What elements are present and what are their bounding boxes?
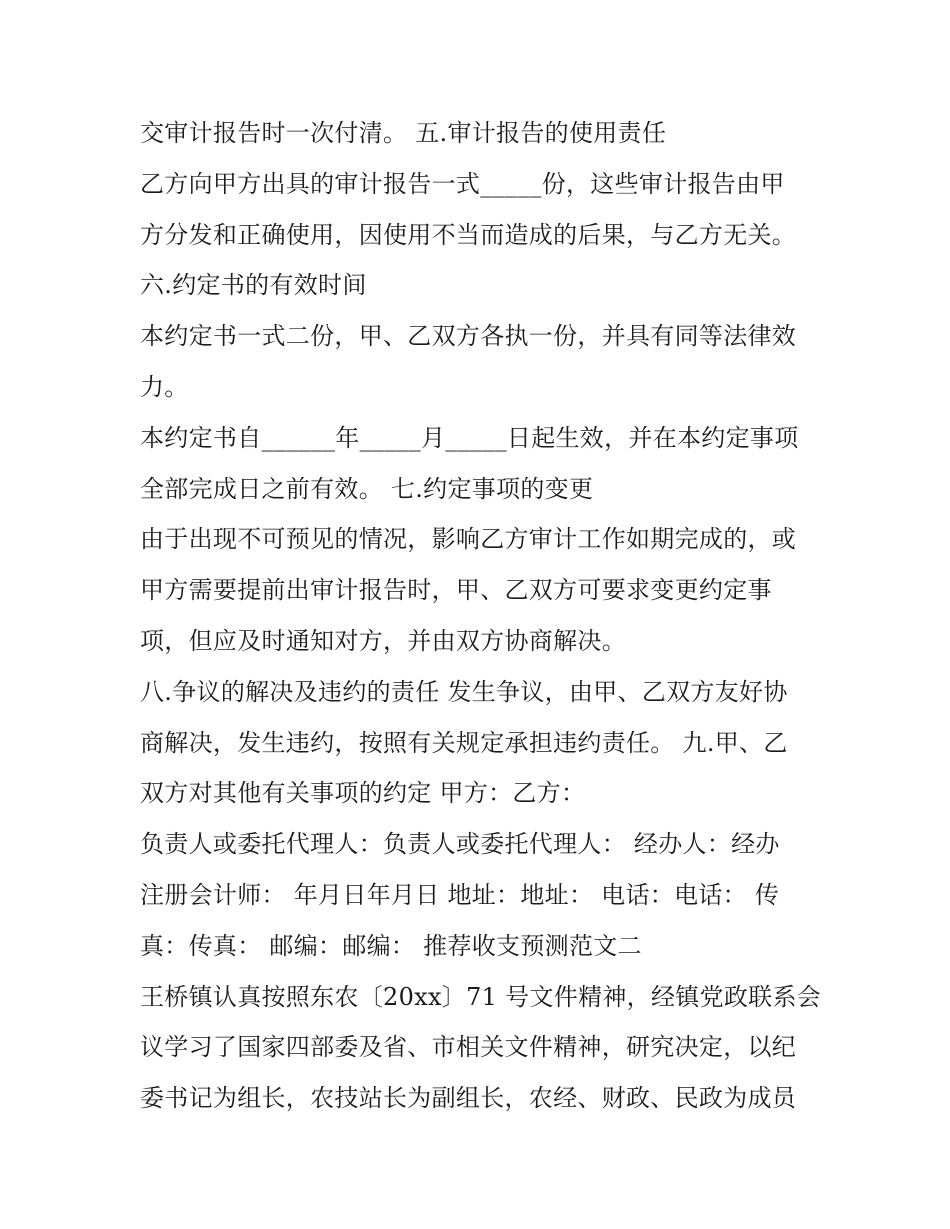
text-line: 王桥镇认真按照东农〔20xx〕71 号文件精神，经镇党政联系会 bbox=[140, 982, 822, 1011]
text-line: 本约定书自______年_____月_____日起生效，并在本约定事项 bbox=[140, 423, 799, 452]
text-line: 全部完成日之前有效。 七.约定事项的变更 bbox=[140, 474, 594, 503]
text-line: 交审计报告时一次付清。 五.审计报告的使用责任 bbox=[140, 119, 667, 147]
text-line: 商解决，发生违约，按照有关规定承担违约责任。 九.甲、乙 bbox=[140, 728, 788, 757]
text-line: 项，但应及时通知对方，并由双方协商解决。 bbox=[140, 626, 626, 655]
text-line: 负责人或委托代理人：负责人或委托代理人： 经办人：经办 bbox=[140, 830, 780, 859]
text-line: 注册会计师： 年月日年月日 地址：地址： 电话：电话： 传 bbox=[140, 880, 780, 909]
text-line: 甲方需要提前出审计报告时，甲、乙双方可要求变更约定事 bbox=[140, 576, 772, 605]
section-heading: 六.约定书的有效时间 bbox=[140, 271, 367, 300]
text-line: 委书记为组长，农技站长为副组长，农经、财政、民政为成员 bbox=[140, 1084, 797, 1113]
text-line: 乙方向甲方出具的审计报告一式_____份，这些审计报告由甲 bbox=[140, 169, 785, 198]
text-line: 方分发和正确使用，因使用不当而造成的后果，与乙方无关。 bbox=[140, 220, 797, 249]
text-line: 由于出现不可预见的情况，影响乙方审计工作如期完成的，或 bbox=[140, 525, 797, 554]
document-body bbox=[140, 108, 820, 1124]
text-line: 双方对其他有关事项的约定 甲方：乙方： bbox=[140, 779, 586, 808]
text-line: 本约定书一式二份，甲、乙双方各执一份，并具有同等法律效 bbox=[140, 322, 797, 351]
text-line: 力。 bbox=[140, 372, 189, 401]
text-line: 真：传真： 邮编：邮编： 推荐收支预测范文二 bbox=[140, 931, 642, 960]
text-line: 八.争议的解决及违约的责任 发生争议，由甲、乙双方友好协 bbox=[140, 677, 788, 706]
text-line: 议学习了国家四部委及省、市相关文件精神，研究决定，以纪 bbox=[140, 1033, 797, 1062]
